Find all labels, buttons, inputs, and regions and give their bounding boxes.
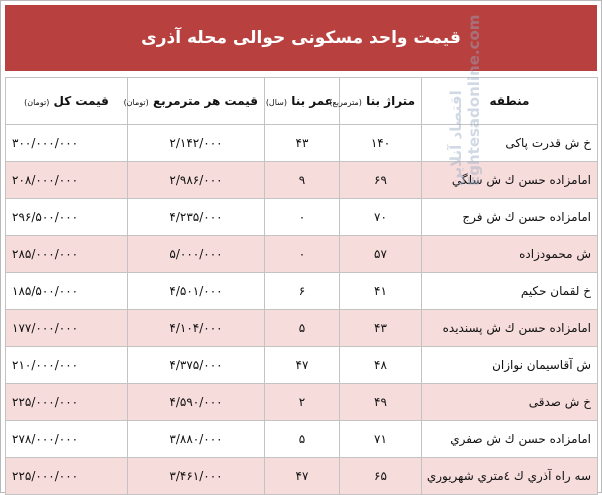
- table-row: [6, 199, 598, 236]
- page-title: قیمت واحد مسکونی حوالی محله آذری: [141, 28, 461, 48]
- table-row: [6, 125, 598, 162]
- cell-total-price: ۳۰۰/۰۰۰/۰۰۰: [6, 125, 128, 162]
- cell-age: ۴۳: [265, 125, 340, 162]
- header-age-label: عمر بنا: [291, 94, 333, 108]
- header-area-label: متراژ بنا: [366, 94, 415, 108]
- cell-total-price: ۲۰۸/۰۰۰/۰۰۰: [6, 162, 128, 199]
- cell-age: ۵: [265, 421, 340, 458]
- watermark-url: Eghtesadonline.com: [465, 14, 483, 186]
- cell-area: ۶۵: [340, 458, 422, 495]
- cell-region: ش محمودزاده: [422, 236, 598, 273]
- cell-area: ۴۱: [340, 273, 422, 310]
- header-area: [329, 78, 422, 125]
- header-region-label: منطقه: [489, 94, 530, 108]
- cell-price-per-m2: ۳/۴۶۱/۰۰۰: [128, 458, 265, 495]
- cell-price-per-m2: ۵/۰۰۰/۰۰۰: [128, 236, 265, 273]
- cell-region: سه راه آذري ك ٤متري شهريوري: [422, 458, 598, 495]
- cell-total-price: ۱۷۷/۰۰۰/۰۰۰: [6, 310, 128, 347]
- cell-age: ۰: [265, 199, 340, 236]
- table-row: [6, 458, 598, 495]
- watermark-name: اقتصاد آنلاین: [447, 90, 465, 186]
- cell-region: امامزاده حسن ك ش پسندیده: [422, 310, 598, 347]
- cell-price-per-m2: ۲/۱۴۲/۰۰۰: [128, 125, 265, 162]
- header-price-per-m2: [123, 78, 265, 125]
- table-row: [6, 347, 598, 384]
- cell-price-per-m2: ۴/۱۰۴/۰۰۰: [128, 310, 265, 347]
- table-header-row: [6, 78, 598, 125]
- table-row: [6, 310, 598, 347]
- header-price-per-m2-label: قیمت هر مترمربع: [152, 94, 258, 108]
- cell-area: ۵۷: [340, 236, 422, 273]
- price-table: [5, 77, 598, 495]
- table-row: [6, 273, 598, 310]
- cell-total-price: ۲۱۰/۰۰۰/۰۰۰: [6, 347, 128, 384]
- cell-age: ۹: [265, 162, 340, 199]
- header-total-price-unit: (تومان): [24, 98, 50, 107]
- cell-region: امامزاده حسن ك ش صفري: [422, 421, 598, 458]
- header-age: [265, 78, 340, 125]
- cell-total-price: ۲۲۵/۰۰۰/۰۰۰: [6, 458, 128, 495]
- table-row: [6, 421, 598, 458]
- header-total-price-label: قیمت کل: [53, 94, 109, 108]
- cell-region: امامزاده حسن ك ش فرج: [422, 199, 598, 236]
- cell-area: ۴۳: [340, 310, 422, 347]
- cell-total-price: ۲۷۸/۰۰۰/۰۰۰: [6, 421, 128, 458]
- cell-age: ۶: [265, 273, 340, 310]
- table-row: [6, 236, 598, 273]
- cell-age: ۲: [265, 384, 340, 421]
- header-total-price: [6, 78, 128, 125]
- cell-age: ۰: [265, 236, 340, 273]
- cell-area: ۱۴۰: [340, 125, 422, 162]
- cell-region: خ ش قدرت پاکی: [422, 125, 598, 162]
- header-region: [422, 78, 598, 125]
- cell-price-per-m2: ۴/۲۳۵/۰۰۰: [128, 199, 265, 236]
- table-row: [6, 384, 598, 421]
- header-area-unit: (مترمربع): [329, 98, 362, 107]
- cell-region: خ لقمان حکیم: [422, 273, 598, 310]
- cell-total-price: ۱۸۵/۵۰۰/۰۰۰: [6, 273, 128, 310]
- cell-region: امامزاده حسن ك ش سلگي: [422, 162, 598, 199]
- header-price-per-m2-unit: (تومان): [123, 98, 149, 107]
- cell-total-price: ۲۸۵/۰۰۰/۰۰۰: [6, 236, 128, 273]
- cell-area: ۷۰: [340, 199, 422, 236]
- title-bar: [5, 5, 597, 71]
- cell-area: ۷۱: [340, 421, 422, 458]
- cell-age: ۴۷: [265, 347, 340, 384]
- cell-price-per-m2: ۲/۹۸۶/۰۰۰: [128, 162, 265, 199]
- table-row: [6, 162, 598, 199]
- cell-age: ۵: [265, 310, 340, 347]
- cell-area: ۴۹: [340, 384, 422, 421]
- cell-price-per-m2: ۳/۸۸۰/۰۰۰: [128, 421, 265, 458]
- cell-region: خ ش صدقی: [422, 384, 598, 421]
- cell-area: ۶۹: [340, 162, 422, 199]
- cell-age: ۴۷: [265, 458, 340, 495]
- cell-total-price: ۲۹۶/۵۰۰/۰۰۰: [6, 199, 128, 236]
- cell-price-per-m2: ۴/۵۰۱/۰۰۰: [128, 273, 265, 310]
- cell-total-price: ۲۲۵/۰۰۰/۰۰۰: [6, 384, 128, 421]
- header-age-unit: (سال): [265, 98, 288, 107]
- cell-price-per-m2: ۴/۳۷۵/۰۰۰: [128, 347, 265, 384]
- cell-region: ش آقاسیمان نوازان: [422, 347, 598, 384]
- cell-area: ۴۸: [340, 347, 422, 384]
- cell-price-per-m2: ۴/۵۹۰/۰۰۰: [128, 384, 265, 421]
